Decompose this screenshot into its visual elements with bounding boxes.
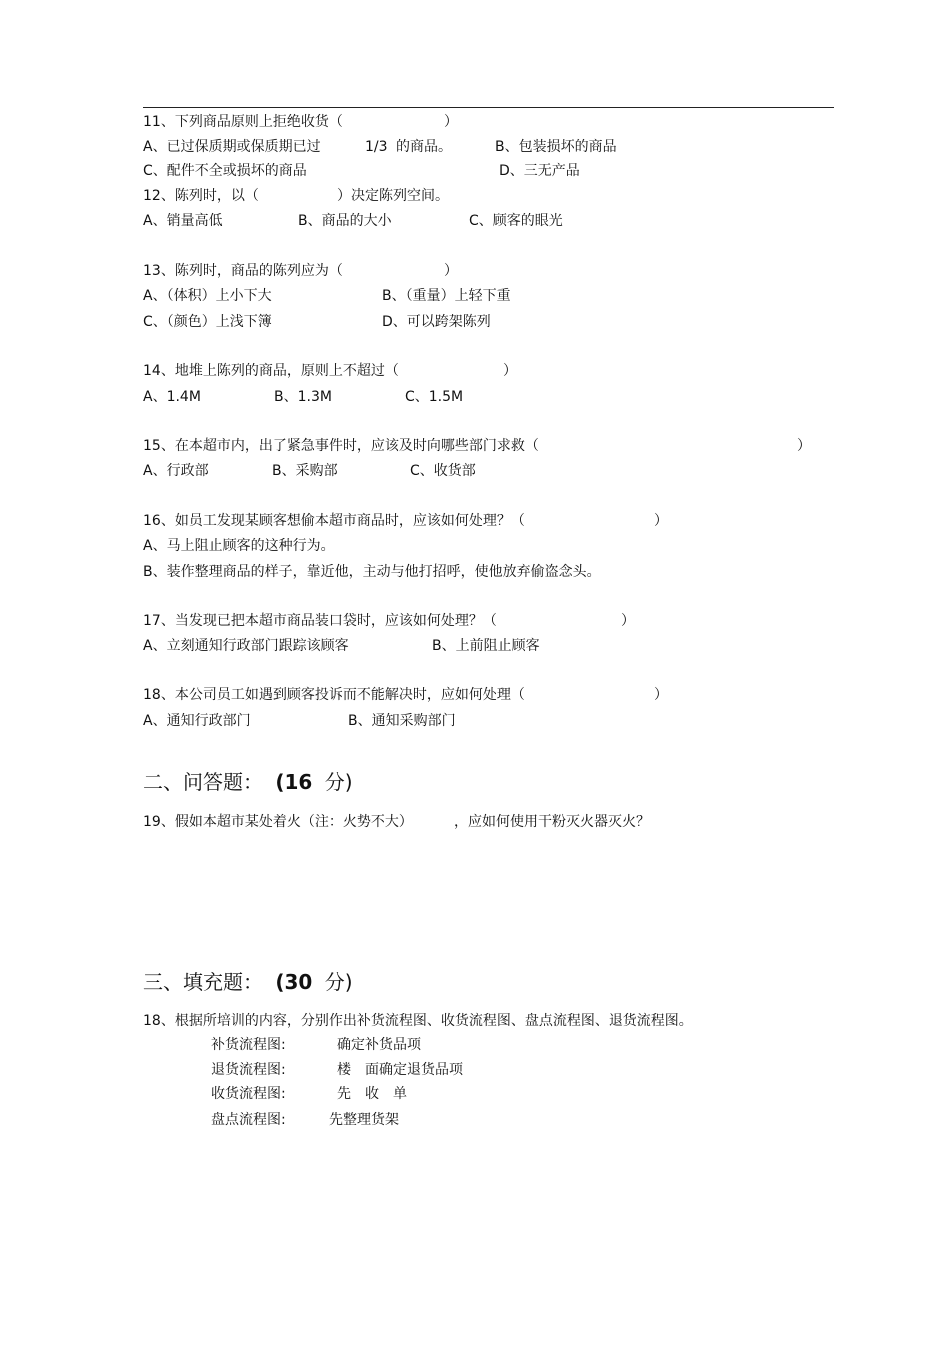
q13-close-paren: ）: [444, 263, 458, 279]
q13-option-d: D、可以跨架陈列: [382, 314, 491, 330]
q14-option-a: A、1.4M: [143, 389, 201, 405]
header-rule: [143, 107, 834, 108]
q15-option-c: C、收货部: [410, 463, 476, 479]
q15-stem: 15、在本超市内，出了紧急事件时，应该及时向哪些部门求救（: [143, 438, 539, 454]
q15-option-b: B、采购部: [272, 463, 338, 479]
flowchart-label-restock: 补货流程图:: [211, 1037, 286, 1053]
q11-option-d: D、三无产品: [499, 163, 580, 179]
q18-stem: 18、本公司员工如遇到顾客投诉而不能解决时，应如何处理（: [143, 687, 525, 703]
section-2-heading: [143, 769, 353, 795]
q11-option-a: A、已过保质期或保质期已过: [143, 139, 321, 155]
q12-stem-end: ）决定陈列空间。: [337, 188, 449, 204]
flowchart-value-restock: 确定补货品项: [337, 1037, 421, 1053]
q17-stem: 17、当发现已把本超市商品装口袋时，应该如何处理？（: [143, 613, 497, 629]
section-3-heading: [143, 969, 353, 995]
flowchart-label-receiving: 收货流程图:: [211, 1086, 286, 1102]
q14-option-c: C、1.5M: [405, 389, 464, 405]
flowchart-label-inventory: 盘点流程图:: [211, 1112, 286, 1128]
q18-option-b: B、通知采购部门: [348, 713, 456, 729]
q14-stem: 14、地堆上陈列的商品，原则上不超过（: [143, 363, 399, 379]
q16-option-b: B、装作整理商品的样子，靠近他，主动与他打招呼，使他放弃偷盗念头。: [143, 564, 601, 580]
flowchart-value-return: 楼 面确定退货品项: [337, 1062, 463, 1078]
q13-stem: 13、陈列时，商品的陈列应为（: [143, 263, 343, 279]
q19-stem-end: ，应如何使用干粉灭火器灭火？: [454, 814, 650, 830]
q15-option-a: A、行政部: [143, 463, 209, 479]
flowchart-value-inventory: 先整理货架: [329, 1112, 399, 1128]
q13-option-a: A、（体积）上小下大: [143, 288, 272, 304]
q11-option-b: B、包装损坏的商品: [495, 139, 617, 155]
q14-option-b: B、1.3M: [274, 389, 332, 405]
q17-close-paren: ）: [621, 613, 635, 629]
q18-option-a: A、通知行政部门: [143, 713, 251, 729]
section-2-title: 二、问答题：: [143, 770, 263, 794]
q17-option-a: A、立刻通知行政部门跟踪该顾客: [143, 638, 349, 654]
q16-close-paren: ）: [654, 513, 668, 529]
q11-option-c: C、配件不全或损坏的商品: [143, 163, 307, 179]
section-3-title: 三、填充题：: [143, 970, 263, 994]
q11-stem: 11、下列商品原则上拒绝收货（: [143, 114, 343, 130]
q12-option-c: C、顾客的眼光: [469, 213, 563, 229]
q17-option-b: B、上前阻止顾客: [432, 638, 540, 654]
q18-close-paren: ）: [654, 687, 668, 703]
q11-option-a-fraction: 1/3: [365, 139, 388, 155]
section-3-score: (30: [275, 970, 313, 994]
section-2-score-unit: 分): [324, 770, 353, 794]
section-3-score-unit: 分): [324, 970, 353, 994]
q12-stem-start: 12、陈列时，以（: [143, 188, 259, 204]
q11-option-a-end: 的商品。: [396, 139, 452, 155]
q16-stem: 16、如员工发现某顾客想偷本超市商品时，应该如何处理？（: [143, 513, 525, 529]
q12-option-a: A、销量高低: [143, 213, 223, 229]
flowchart-value-receiving: 先 收 单: [337, 1086, 407, 1102]
q11-close-paren: ）: [444, 114, 458, 130]
section-2-score: (16: [275, 770, 313, 794]
flowchart-label-return: 退货流程图:: [211, 1062, 286, 1078]
q13-option-c: C、（颜色）上浅下簿: [143, 314, 272, 330]
q15-close-paren: ）: [797, 438, 811, 454]
q16-option-a: A、马上阻止顾客的这种行为。: [143, 538, 335, 554]
fill-question-stem: 18、根据所培训的内容，分别作出补货流程图、收货流程图、盘点流程图、退货流程图。: [143, 1013, 693, 1029]
q14-close-paren: ）: [503, 363, 517, 379]
q13-option-b: B、（重量）上轻下重: [382, 288, 511, 304]
q12-option-b: B、商品的大小: [298, 213, 392, 229]
q19-stem-start: 19、假如本超市某处着火（注：火势不大）: [143, 814, 413, 830]
